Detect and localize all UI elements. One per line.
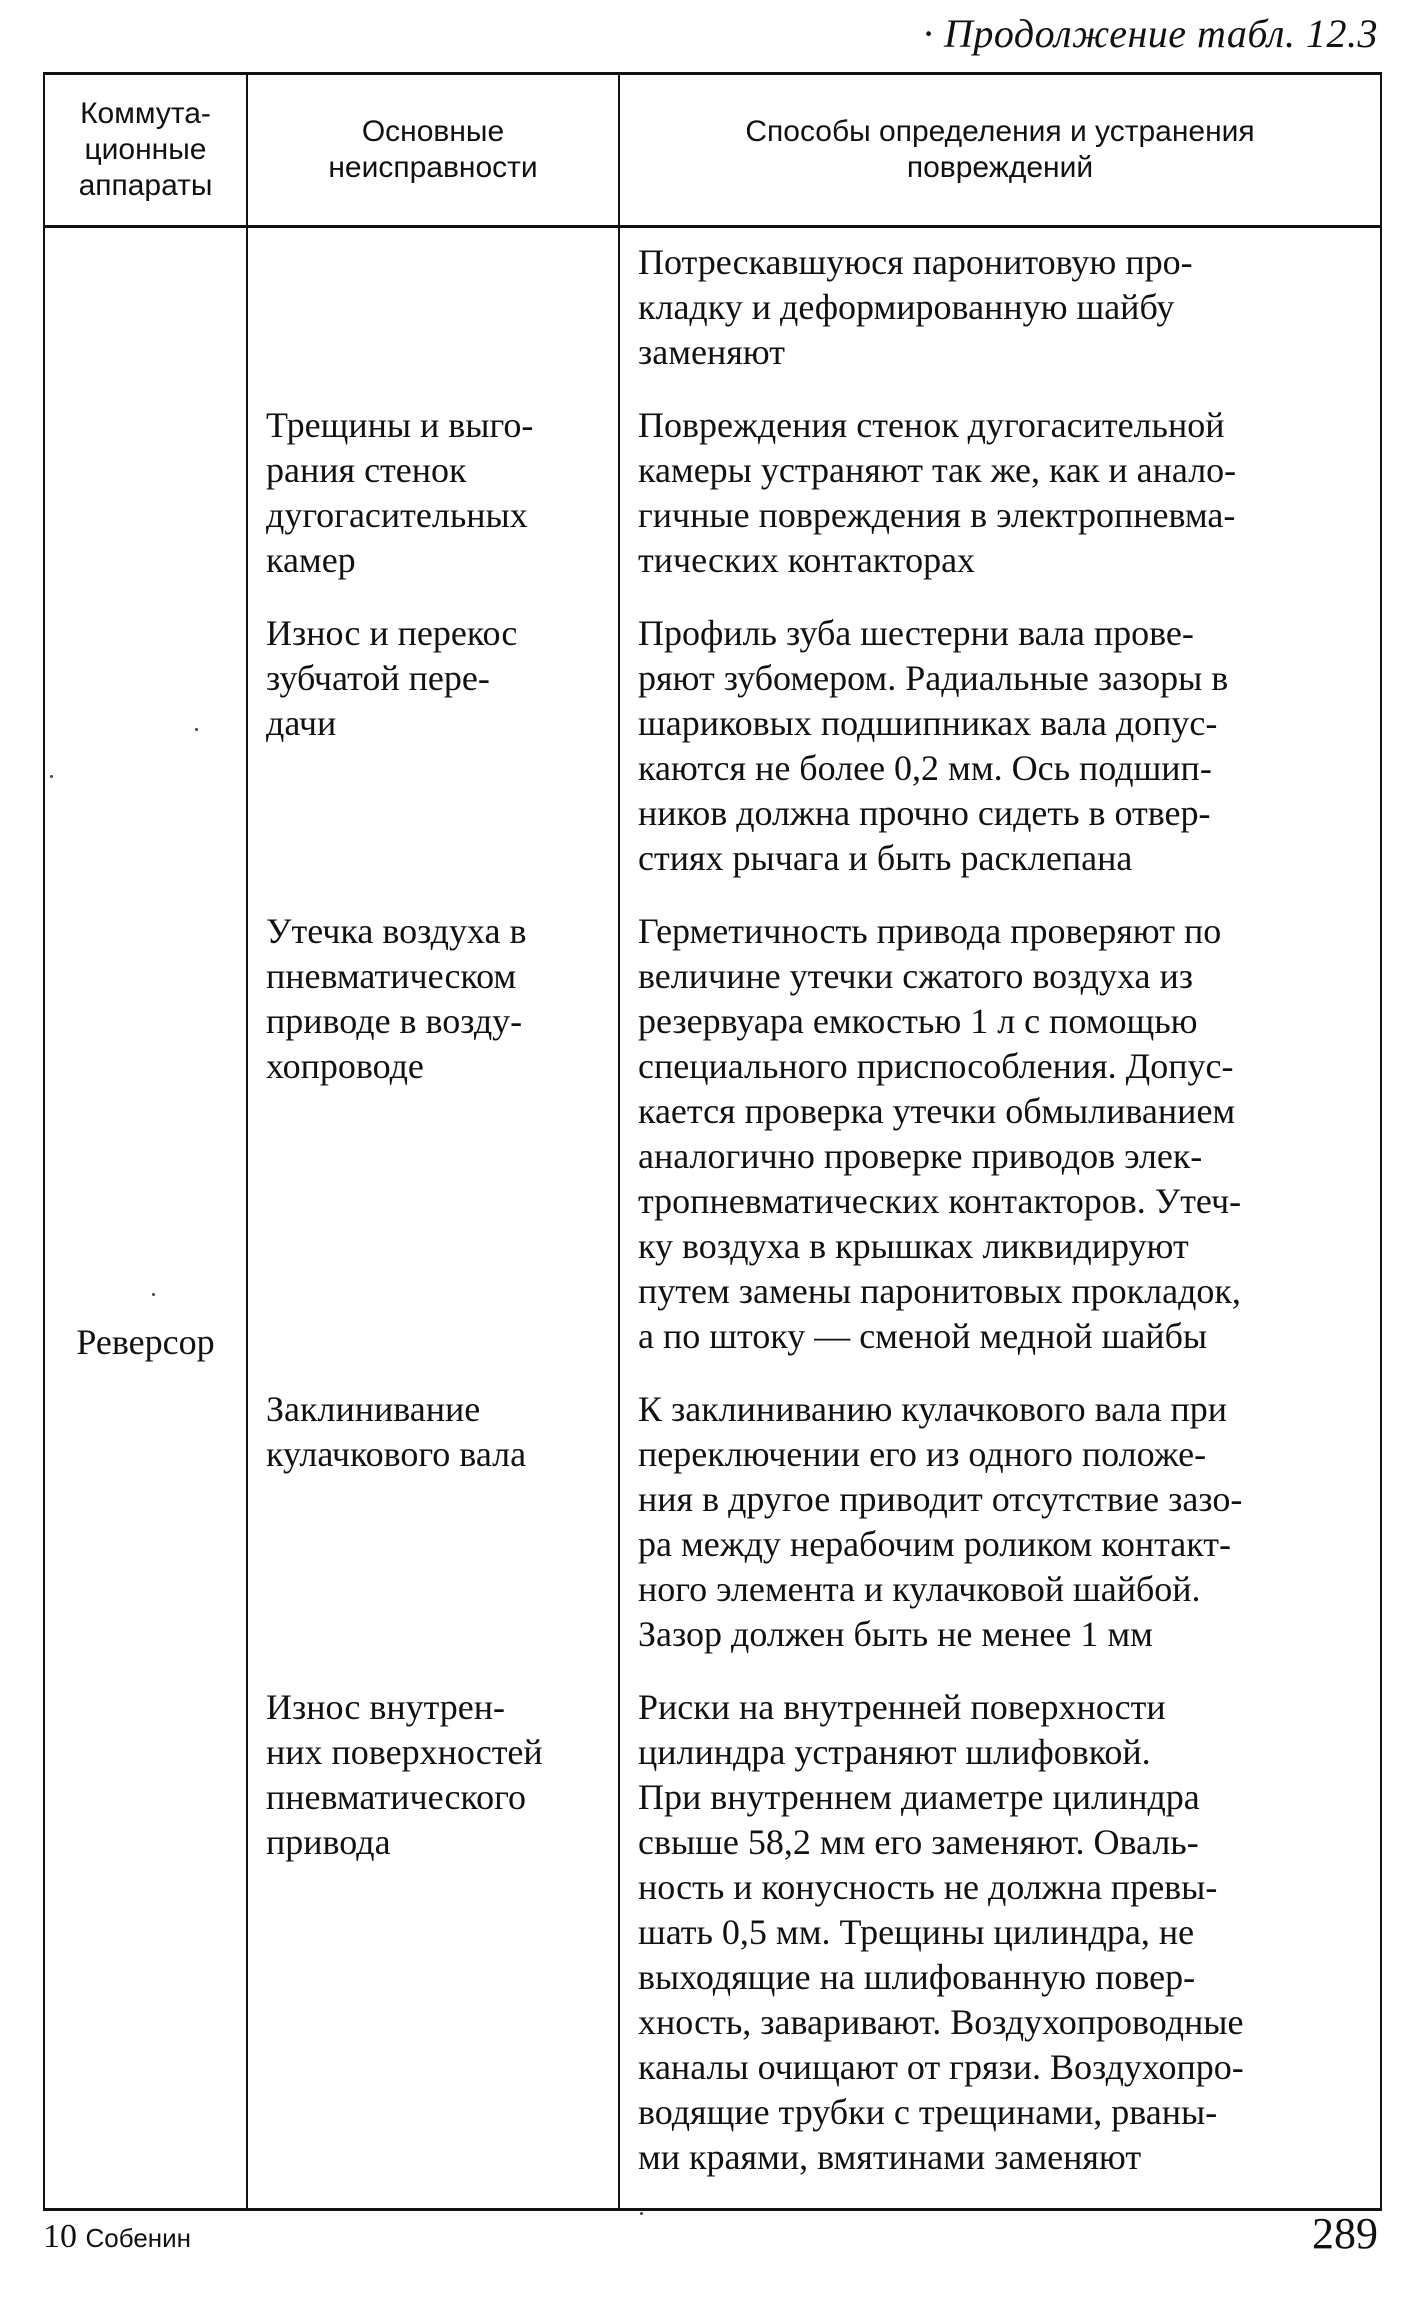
- method-text: Потрескавшуюся паронитовую про- кладку и деформированную шайбу заменяют: [638, 242, 1193, 372]
- faults-cell: [247, 227, 619, 2210]
- fault-text: Заклинивание кулачкового вала: [266, 1389, 527, 1474]
- method-text: Повреждения стенок дугогасительной камеры устраняют так же, как и анало- гичные повреждения в электропневма- тических контакторах: [638, 405, 1237, 580]
- print-speck: [195, 728, 198, 731]
- print-speck: [152, 1293, 155, 1296]
- table-header-row: [44, 74, 1381, 227]
- page-number: 289: [1312, 2209, 1378, 2258]
- print-speck: [50, 775, 53, 778]
- apparatus-label: Реверсор: [76, 1322, 215, 1362]
- fault-text: Износ и перекос зубчатой пере- дачи: [266, 613, 518, 743]
- method-text: Профиль зуба шестерни вала прове- ряют зубомером. Радиальные зазоры в шариковых подшипниках вала допус- каются не более 0,2 мм. Ось подшип- ников должна прочно сидеть в отвер- стиях рычага и быть расклепана: [638, 613, 1229, 878]
- column-header-methods: Способы определения и устранения повреждений: [619, 74, 1381, 227]
- printer-signature: [43, 2218, 191, 2256]
- method-text: К заклиниванию кулачкового вала при переключении его из одного положе- ния в другое приводит отсутствие зазо- ра между нерабочим роликом контакт- ного элемента и кулачковой шайбой. Зазор должен быть не менее 1 мм: [638, 1389, 1243, 1654]
- methods-cell: [619, 227, 1381, 2210]
- column-header-faults: Основные неисправности: [247, 74, 619, 227]
- faults-table: [43, 72, 1382, 2211]
- method-text: Риски на внутренней поверхности цилиндра устраняют шлифовкой. При внутреннем диаметре цилиндра свыше 58,2 мм его заменяют. Оваль- ность и конусность не должна превы- шать 0,5 мм. Трещины цилиндра, не выходящие на шлифованную повер- хность, заваривают. Воздухопроводные каналы очищают от грязи. Воздухопро- водящие трубки с трещинами, рваны- ми краями, вмятинами заменяют: [638, 1687, 1244, 2177]
- fault-text: [266, 240, 608, 375]
- fault-text: Трещины и выго- рания стенок дугогасительных камер: [266, 405, 534, 580]
- table-continuation-caption: · Продолжение табл. 12.3: [922, 11, 1378, 56]
- column-header-apparatus: Коммута- ционные аппараты: [44, 74, 247, 227]
- signature-name: Собенин: [85, 2223, 192, 2253]
- method-text: Герметичность привода проверяют по величине утечки сжатого воздуха из резервуара емкостью 1 л с помощью специального приспособления. Допус- кается проверка утечки обмыливанием аналогично проверке приводов элек- тропневматических контакторов. Утеч- ку воздуха в крышках ликвидируют путем замены паронитовых прокладок, а по штоку — сменой медной шайбы: [638, 911, 1242, 1356]
- fault-text: Утечка воздуха в пневматическом приводе в возду- хопроводе: [266, 911, 527, 1086]
- apparatus-cell: [44, 227, 247, 2210]
- print-speck: [640, 2212, 643, 2215]
- fault-text: Износ внутрен- них поверхностей пневматического привода: [266, 1687, 543, 1862]
- signature-number: 10: [43, 2218, 77, 2255]
- table-row: [44, 227, 1381, 2210]
